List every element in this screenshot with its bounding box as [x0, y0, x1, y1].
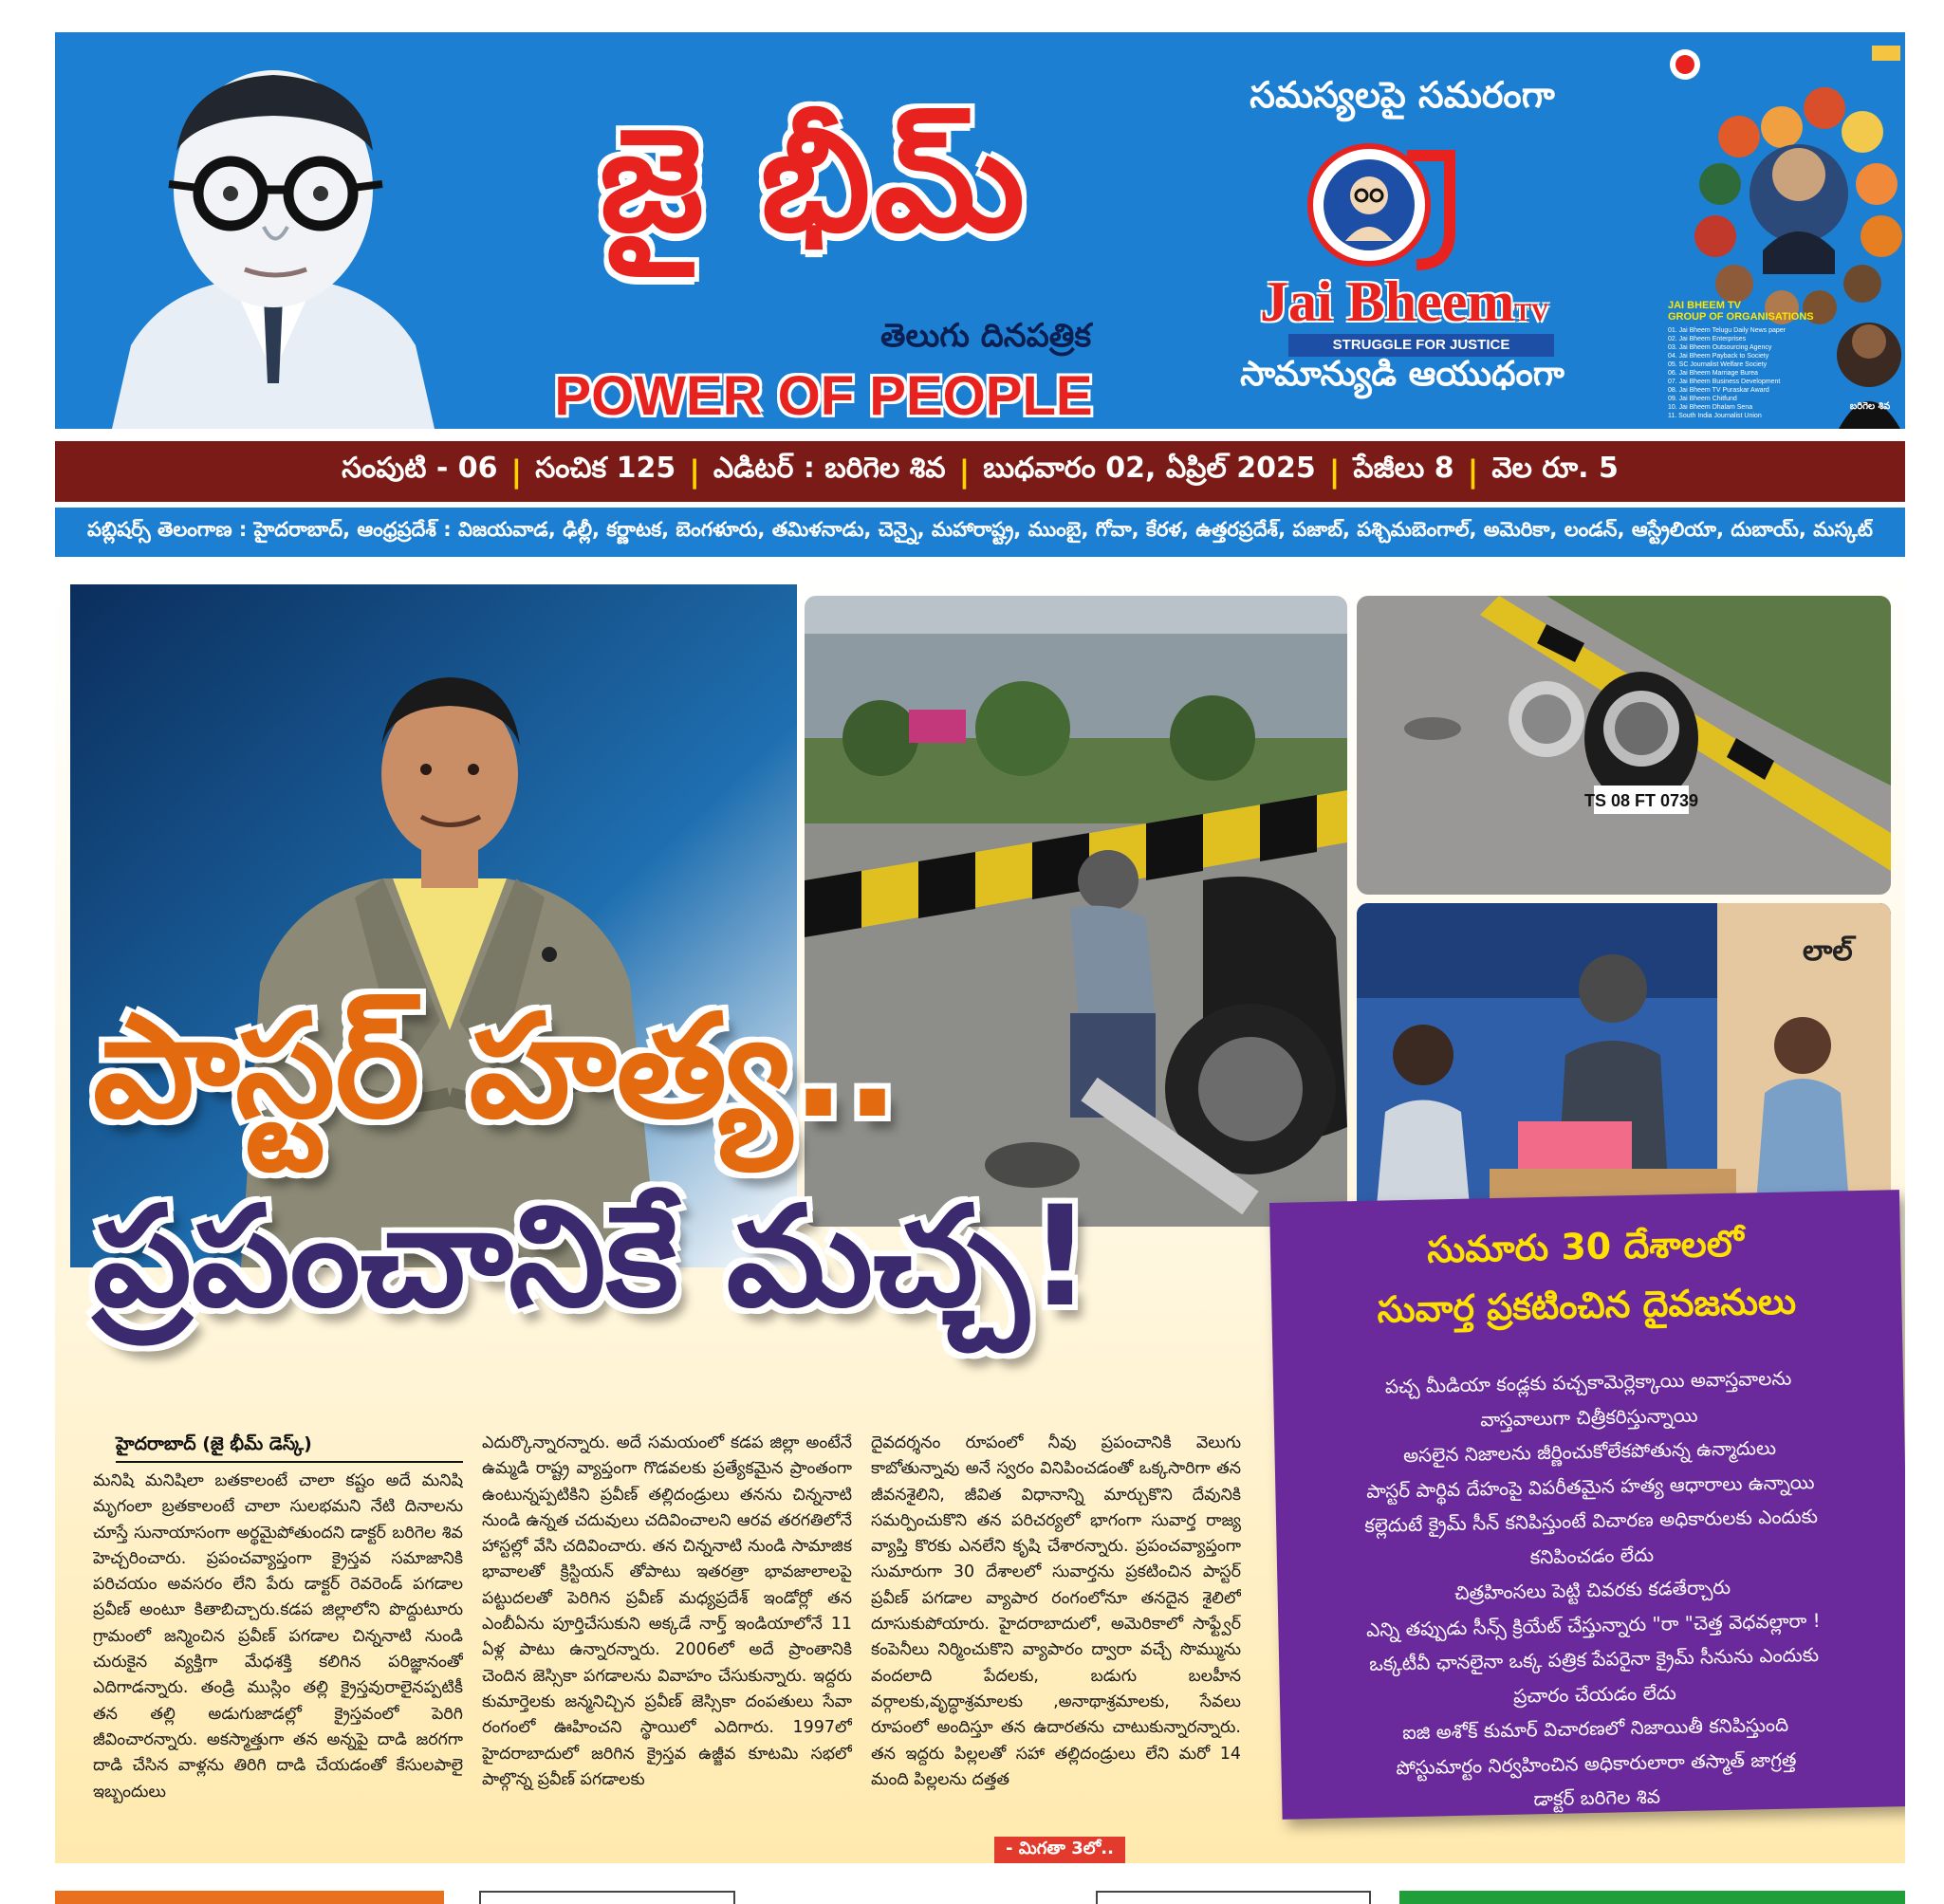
list-item: 11. South India Journalist Union: [1668, 413, 1762, 419]
sidebar-byline: డాక్టర్ బరిగెల శివ: [1533, 1784, 1661, 1811]
sidebar-line: కల్లెదుటే క్రైమ్ సీన్ కనిపిస్తుంటే విచారణ అధికారులకు ఎందుకు: [1364, 1504, 1819, 1537]
sidebar-line: పాస్టర్ పార్థివ దేహంపై విపరీతమైన హత్య ఆధారాలు ఉన్నాయి: [1365, 1470, 1815, 1503]
article-column-3: [871, 1431, 1241, 1848]
sidebar-line: ఎన్ని తప్పుడు సీన్స్ క్రియేట్ చేస్తున్నారు "రా "చెత్త వెధవల్లారా !: [1365, 1608, 1821, 1641]
sidebar-line: ప్రచారం చేయడం లేదు: [1512, 1680, 1677, 1708]
group-orgs-list: [1668, 326, 1829, 420]
headline-line-2: ప్రపంచానికే మచ్చ!: [93, 1176, 1092, 1338]
tagline-bottom: సామాన్యుడి ఆయుధంగా: [1240, 355, 1564, 394]
group-organisations-panel: [1658, 32, 1905, 429]
sidebar-lines: [1292, 1359, 1894, 1819]
list-item: 08. Jai Bheem TV Puraskar Award: [1668, 387, 1769, 394]
headline-line-1: పాస్టర్ హత్య..: [93, 985, 900, 1150]
article-paragraph: దైవదర్శనం రూపంలో నీవు ప్రపంచానికి వెలుగు కాబోతున్నావు అనే స్వరం వినిపించడంతో ఒక్కసారిగా తన జీవనశైలిని, జీవిత విధానాన్ని మార్చుకొని దేవునికి సమర్పించుకొని తన పరిచర్యలో భాగంగా సువార్త రాజ్య వ్యాప్తి కొరకు ఎనలేని కృషి చేశారన్నారు. ప్రపంచవ్యాప్తంగా సుమారుగా 30 దేశాలలో సువార్తను ప్రకటించిన పాస్టర్ ప్రవీణ్ పగడాల వ్యాపార రంగంలోనూ తనదైన శైలిలో దూసుకుపోయారు. హైదరాబాదులో, అమెరికాలో సాఫ్ట్వేర్ కంపెనీలు నిర్మించుకొని వ్యాపారం ద్వారా వచ్చే సొమ్మును వందలాది పేదలకు, బడుగు బలహీన వర్గాలకు,వృద్ధాశ్రమాలకు ,అనాథాశ్రమాలకు, సేవలు రూపంలో అందిస్తూ తన ఉదారతను చాటుకున్నారన్నారు. తన ఇద్దరు పిల్లలతో సహా తల్లిదండ్రులు లేని మరో 14 మంది పిల్లలను దత్తత: [871, 1433, 1241, 1789]
article-paragraph: మనిషి మనిషిలా బతకాలంటే చాలా కష్టం అదే మనిషి మృగంలా బ్రతకాలంటే చాలా సులభమని నేటి దినాలను చూస్తే సునాయాసంగా అర్థమైపోతుందని డాక్టర్ బరిగెల శివ హెచ్చరించారు. ప్రపంచవ్యాప్తంగా క్రైస్తవ సమాజానికి పరిచయం అవసరం లేని పేరు డాక్టర్ రెవరెండ్ పగడాల ప్రవీణ్ అంటూ కితాబిచ్చారు.కడప జిల్లాలోని పొద్దుటూరు గ్రామంలో జన్మించిన ప్రవీణ్ పగడాల చిన్ననాటి నుండి చురుకైన వ్యక్తిగా మేధశక్తి కలిగిన పరిజ్ఞానంతో ఎదిగాడన్నారు. తండ్రి ముస్లిం తల్లి క్రైస్తవురాలైనప్పటికీ తన తల్లి అడుగుజాడల్లో క్రైస్తవంలో పెరిగి జీవించారన్నారు. అకస్మాత్తుగా తన అన్నపై దాడి జరగగా దాడి చేసిన వాళ్లను తిరిగి దాడి చేయడంతో కేసులపాలై ఇబ్బందులు: [93, 1471, 463, 1802]
number-plate: TS 08 FT 0739: [1583, 791, 1699, 810]
list-item: 10. Jai Bheem Dhalam Sena: [1668, 404, 1753, 411]
issue-separator: |: [958, 453, 971, 490]
masthead: [55, 32, 1905, 429]
list-item: 09. Jai Bheem Chitfund: [1668, 396, 1737, 402]
issue-pages: పేజీలు 8: [1353, 452, 1454, 485]
article-column-1: [93, 1431, 463, 1848]
publishers-text: పబ్లిషర్స్ తెలంగాణ : హైదరాబాద్, ఆంధ్రప్రదేశ్ : విజయవాడ, ఢిల్లీ, కర్ణాటక, బెంగళూరు, తమిళనాడు, చెన్నై, మహారాష్ట్ర, ముంబై, గోవా, కేరళ, ఉత్తరప్రదేశ్, పజాబ్, పశ్చిమబెంగాల్, అమెరికా, లండన్, ఆస్ట్రేలియా, దుబాయ్, మస్కట్: [87, 518, 1873, 541]
jai-bheem-tv-logo: [1203, 137, 1601, 355]
article-column-2: [482, 1431, 852, 1848]
issue-price: వెల రూ. 5: [1491, 452, 1619, 485]
list-item: 01. Jai Bheem Telugu Daily News paper: [1668, 327, 1786, 334]
issue-separator: |: [1328, 453, 1341, 490]
ambedkar-portrait: [93, 61, 454, 429]
list-item: 03. Jai Bheem Outsourcing Agency: [1668, 344, 1772, 351]
editor-photo-caption: బరిగెల శివ: [1849, 401, 1891, 412]
sidebar-line: ఐజి అశోక్ కుమార్ విచారణలో నిజాయితీ కనిపిస్తుంది: [1401, 1712, 1789, 1745]
motorcycle-photo: [1357, 596, 1891, 895]
list-item: 06. Jai Bheem Marriage Burea: [1668, 370, 1758, 377]
sidebar-line: చిత్రహింసలు పెట్టి చివరకు కడతేర్చారు: [1453, 1575, 1731, 1604]
sidebar-title: సుమారు 30 దేశాలలో సువార్త ప్రకటించిన దైవజనులు: [1377, 1222, 1797, 1331]
group-orgs-title: JAI BHEEM TV GROUP OF ORGANISATIONS: [1668, 300, 1814, 323]
list-item: 04. Jai Bheem Payback to Society: [1668, 353, 1769, 360]
shop-sign: లాల్: [1803, 934, 1853, 968]
paper-subtitle: తెలుగు దినపత్రిక: [880, 317, 1092, 355]
strip-orange: [55, 1891, 444, 1904]
pastor-photo: [70, 584, 797, 1267]
strip-green: [1399, 1891, 1905, 1904]
tv-logo-name: Jai Bheem: [1260, 270, 1515, 333]
issue-number: సంచిక 125: [535, 452, 676, 485]
article-dateline: హైదరాబాద్ (జై భీమ్ డెస్క్): [116, 1431, 463, 1463]
lead-story: [55, 569, 1905, 1863]
story-sidebar-box: [1269, 1190, 1905, 1820]
tagline-top: సమస్యలపై సమరంగా: [1250, 74, 1555, 116]
paper-title: జై భీమ్: [599, 99, 1029, 264]
continued-on-page-link[interactable]: - మిగతా 3లో..: [994, 1837, 1125, 1863]
strip-outline: [1096, 1891, 1371, 1904]
article-body: [93, 1431, 1260, 1848]
issue-date: బుధవారం 02, ఏప్రిల్ 2025: [983, 452, 1316, 485]
paper-title-block: [435, 32, 1175, 429]
sidebar-line: వాస్తవాలుగా చిత్రీకరిస్తున్నాయి: [1479, 1403, 1698, 1431]
sidebar-line: పచ్చ మీడియా కండ్లకు పచ్చకామెర్లెక్కాయి అవాస్తవాలను: [1384, 1366, 1792, 1398]
list-item: 07. Jai Bheem Business Development: [1668, 379, 1781, 385]
strip-outline: [479, 1891, 735, 1904]
cctv-shop-photo: [1357, 903, 1891, 1216]
sidebar-line: పోస్టుమార్టం నిర్వహించిన అధికారులారా తస్మాత్ జాగ్రత్త: [1396, 1747, 1797, 1779]
issue-editor: ఎడిటర్ : బరిగెల శివ: [713, 452, 946, 485]
issue-separator: |: [689, 453, 700, 490]
bottom-strips: [0, 1883, 1944, 1904]
issue-info-bar: [55, 441, 1905, 502]
issue-separator: |: [510, 453, 523, 490]
paper-slogan: POWER OF PEOPLE: [554, 365, 1093, 427]
sidebar-line: ఒక్కటీవీ ఛానలైనా ఒక్క పత్రిక పేపరైనా క్రైమ్ సీనును ఎందుకు: [1368, 1642, 1820, 1675]
issue-volume: సంపుటి - 06: [342, 452, 498, 485]
sidebar-line: అసలైన నిజాలను జీర్ణించుకోలేకపోతున్న ఉన్మాదులు: [1402, 1435, 1777, 1468]
article-paragraph: ఎదుర్కొన్నారన్నారు. అదే సమయంలో కడప జిల్లా అంటేనే ఉమ్మడి రాష్ట్ర వ్యాప్తంగా గొడవలకు ప్రత్యేకమైన ప్రాంతంగా ఉంటున్నప్పటికిని ప్రవీణ్ తల్లిదండ్రులు తనను చిన్ననాటి నుండి ఉన్నత చదువులు చదివించాలని ఆరవ తరగతిలోనే హాస్టల్లో వేసి చదివించారు. తన చిన్ననాటి నుండి సామాజిక భావాలతో క్రిస్టియన్ తోపాటు ఇతరత్రా భావజాలాలపై పట్టుదలతో పెరిగిన ప్రవీణ్ మధ్యప్రదేశ్ ఇండోర్లో తన ఎంబీఏను పూర్తిచేసుకుని అక్కడే నార్త్ ఇండియాలోనే 11 ఏళ్ల పాటు ఉన్నారన్నారు. 2006లో అదే ప్రాంతానికి చెందిన జెస్సికా పగడాలను వివాహం చేసుకున్నారు. ఇద్దరు కుమార్తెలకు జన్మనిచ్చిన ప్రవీణ్ జెస్సికా దంపతులు సేవా రంగంలో ఊహించని స్థాయిలో ఎదిగారు. 1997లో హైదరాబాదులో జరిగిన క్రైస్తవ ఉజ్జీవ కూటమి సభలో పాల్గొన్న ప్రవీణ్ పగడాలకు: [482, 1433, 852, 1789]
publishers-bar: [55, 508, 1905, 557]
tv-logo-tagline: STRUGGLE FOR JUSTICE: [1288, 334, 1554, 357]
tv-logo-suffix: TV: [1514, 299, 1549, 326]
list-item: 05. SC Journalist Welfare Society: [1668, 361, 1768, 368]
issue-separator: |: [1467, 453, 1479, 490]
sidebar-line: కనిపించడం లేదు: [1529, 1543, 1655, 1568]
list-item: 02. Jai Bheem Enterprises: [1668, 336, 1747, 342]
